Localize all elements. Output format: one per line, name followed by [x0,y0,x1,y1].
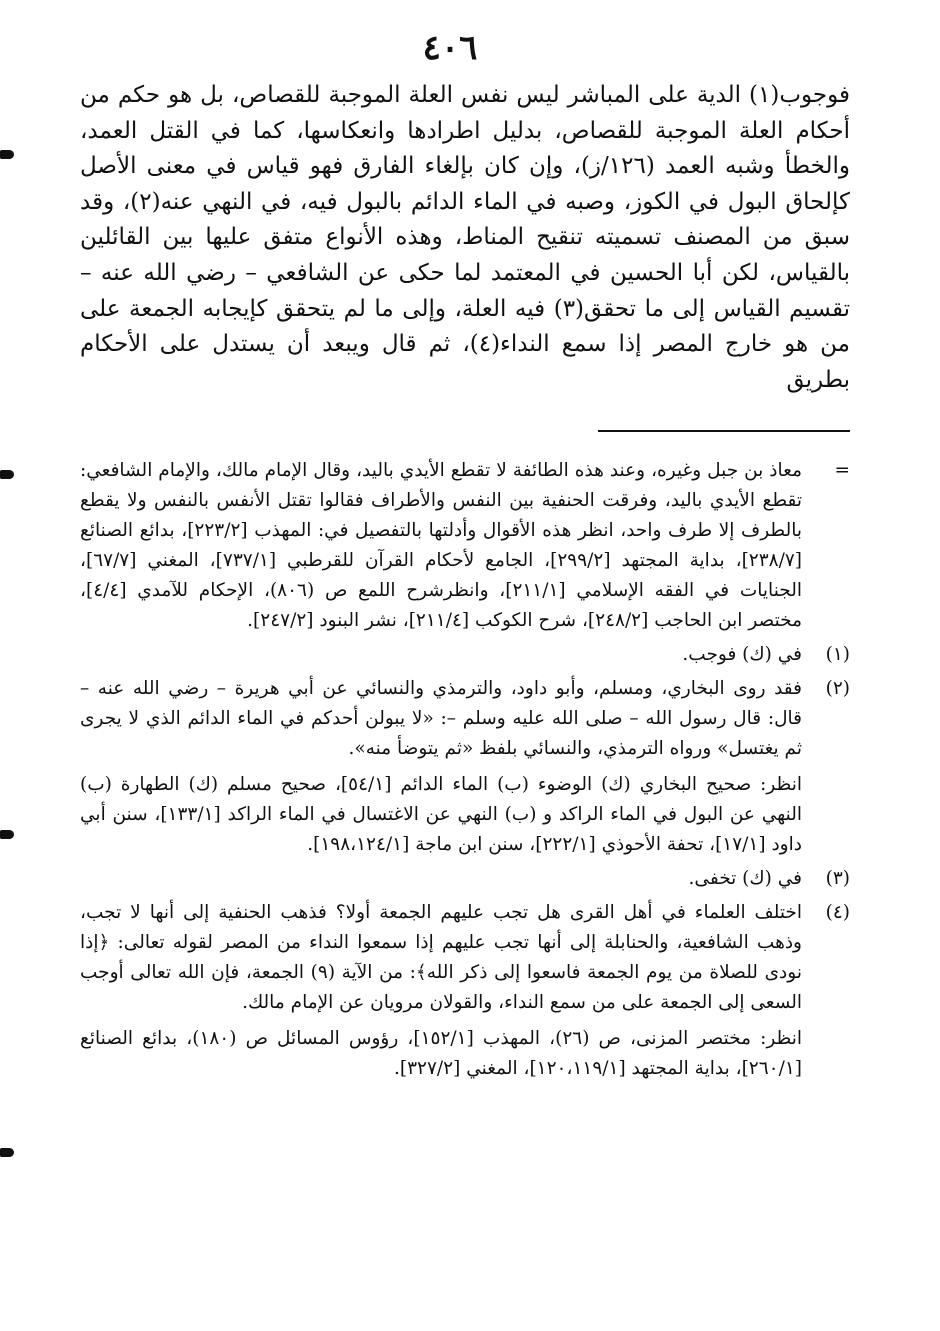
main-text [80,78,850,398]
footnote-marker: (٢) [825,678,850,699]
footnote-continued [80,456,850,636]
footnote-marker: (١) [825,644,850,665]
footnote-references: انظر: صحيح البخاري (ك) الوضوء (ب) الماء الدائم [٥٤/١]، صحيح مسلم (ك) الطهارة (ب) النهي عن البول في الماء الراكد و (ب) النهي عن الاغتسال في الماء الراكد [١٣٣/١]، سنن أبي داود [١٧/١]، تحفة الأحوذي [٢٢٢/١]، سنن ابن ماجة [١٩٨،١٢٤/١]. [80,774,803,855]
page-number: ٤٠٦ [422,28,478,68]
footnote-marker: (٤) [825,902,850,923]
footnote-2 [80,674,850,860]
footnote-text: في (ك) تخفى. [688,868,802,889]
footnote-references: انظر: مختصر المزنى، ص (٢٦)، المهذب [١٥٢/١]، رؤوس المسائل ص (١٨٠)، بدائع الصنائع [٢٦٠/١]، بداية المجتهد [١٢٠،١١٩/١]، المغني [٣٢٧/٢]. [80,1028,803,1079]
main-paragraph: فوجوب(١) الدية على المباشر ليس نفس العلة الموجبة للقصاص، بل هو حكم من أحكام العلة الموجبة للقصاص، بدليل اطرادها وانعكاسها، كما في القتل العمد، والخطأ وشبه العمد (١٢٦/ز)، وإن كان بإلغاء الفارق فهو قياس في معنى الأصل كإلحاق البول في الكوز، وصبه في الماء الدائم بالبول فيه، في النهي عنه(٢)، وقد سبق من المصنف تسميته تنقيح المناط، وهذه الأنواع متفق عليها بين القائلين بالقياس، لكن أبا الحسين في المعتمد لما حكى عن الشافعي – رضي الله عنه – تقسيم القياس إلى ما تحقق(٣) فيه العلة، وإلى ما لم يتحقق كإيجابه الجمعة على من هو خارج المصر إذا سمع النداء(٤)، ثم قال ويبعد أن يستدل على الأحكام بطريق [80,82,851,393]
scan-margin-mark [0,1148,14,1157]
footnote-4 [80,898,850,1084]
footnote-separator [598,430,850,432]
scan-margin-mark [0,150,14,159]
footnote-text: فقد روى البخاري، ومسلم، وأبو داود، والترمذي والنسائي عن أبي هريرة – رضي الله عنه – قال: قال رسول الله – صلى الله عليه وسلم –: «لا يبولن أحدكم في الماء الدائم الذي لا يجرى ثم يغتسل» ورواه الترمذي، والنسائي بلفظ «ثم يتوضأ منه». [80,678,802,759]
footnote-marker: (٣) [825,868,850,889]
footnote-text: في (ك) فوجب. [682,644,802,665]
footnote-text: معاذ بن جبل وغيره، وعند هذه الطائفة لا تقطع الأيدي باليد، وقال الإمام مالك، والإمام الشافعي: تقطع الأيدي باليد، وفرقت الحنفية بين النفس والأطراف فقالوا تقتل الأنفس بالنفس ولا يقطع بالطرف إلا طرف واحد، انظر هذه الأقوال وأدلتها بالتفصيل في: المهذب [٢٢٣/٢]، بدائع الصنائع [٢٣٨/٧]، بداية المجتهد [٢٩٩/٢]، الجامع لأحكام القرآن للقرطبي [٧٣٧/١]، المغني [٦٧/٧]، الجنايات في الفقه الإسلامي [٢١١/١]، وانظرشرح اللمع ص (٨٠٦)، الإحكام للآمدي [٤/٤]، مختصر ابن الحاجب [٢٤٨/٢]، شرح الكوكب [٢١١/٤]، نشر البنود [٢٤٧/٢]. [80,460,802,631]
footnote-marker: = [834,460,850,481]
footnote-3 [80,864,850,894]
scan-margin-mark [0,830,14,839]
footnote-1 [80,640,850,670]
footnote-text: اختلف العلماء في أهل القرى هل تجب عليهم الجمعة أولا؟ فذهب الحنفية إلى أنها لا تجب، وذهب الشافعية، والحنابلة إلى أنها تجب عليهم إذا سمعوا النداء من المصر لقوله تعالى: ﴿إذا نودى للصلاة من يوم الجمعة فاسعوا إلى ذكر الله﴾: من الآية (٩) الجمعة، فإن الله تعالى أوجب السعى إلى الجمعة على من سمع النداء، والقولان مرويان عن الإمام مالك. [80,902,802,1013]
footnotes [80,456,850,1084]
scan-margin-mark [0,470,14,479]
